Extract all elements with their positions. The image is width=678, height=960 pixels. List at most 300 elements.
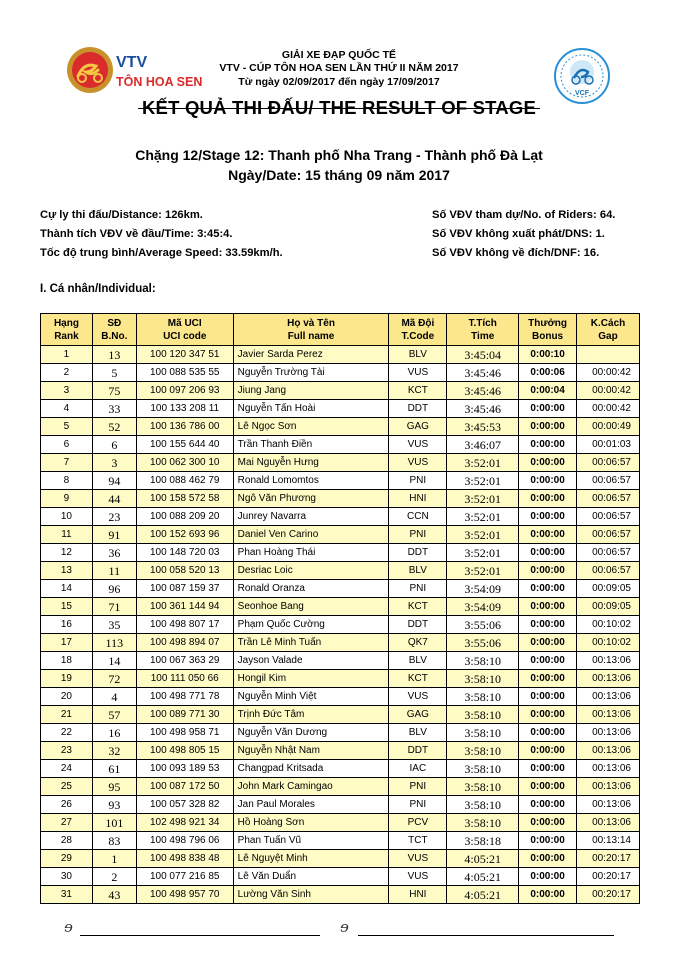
table-row [41,364,640,382]
rank-cell: 16 [41,616,93,634]
table-header-row [41,314,640,346]
signature-mark-right: ɘ [340,918,349,936]
uci-cell: 100 155 644 40 [136,436,233,454]
table-row [41,508,640,526]
rank-cell: 27 [41,814,93,832]
bonus-cell: 0:00:00 [519,580,577,598]
riders-info: Số VĐV tham dự/No. of Riders: 64. [432,209,616,221]
bonus-cell: 0:00:00 [519,742,577,760]
gap-cell [577,346,640,364]
name-cell: Ronald Lomomtos [233,472,389,490]
name-cell: Lê Văn Duẩn [233,868,389,886]
bib-cell: 2 [92,868,136,886]
uci-cell: 100 498 796 06 [136,832,233,850]
table-row [41,652,640,670]
bonus-cell: 0:00:00 [519,850,577,868]
bib-cell: 36 [92,544,136,562]
bib-cell: 101 [92,814,136,832]
team-cell: PNI [389,796,447,814]
column-header-rank [41,314,93,346]
name-cell: Phan Tuấn Vũ [233,832,389,850]
column-header-vi: T.Tích [468,317,497,329]
rank-cell: 5 [41,418,93,436]
gap-cell: 00:06:57 [577,562,640,580]
stage-date: Ngày/Date: 15 tháng 09 năm 2017 [228,167,450,183]
gap-cell: 00:13:06 [577,760,640,778]
vcf-logo-text: VCF [575,90,589,97]
uci-cell: 100 148 720 03 [136,544,233,562]
name-cell: Hongil Kim [233,670,389,688]
competition-dates: Từ ngày 02/09/2017 đến ngày 17/09/2017 [238,76,440,88]
name-cell: Trần Thanh Điền [233,436,389,454]
column-header-vi: Họ và Tên [287,317,335,329]
uci-cell: 100 087 159 37 [136,580,233,598]
table-row [41,472,640,490]
name-cell: Ngô Văn Phương [233,490,389,508]
team-cell: CCN [389,508,447,526]
bonus-cell: 0:00:00 [519,724,577,742]
uci-cell: 100 498 957 70 [136,886,233,904]
bonus-cell: 0:00:00 [519,472,577,490]
team-cell: PNI [389,472,447,490]
time-cell: 4:05:21 [447,868,519,886]
uci-cell: 100 111 050 66 [136,670,233,688]
bonus-cell: 0:00:00 [519,652,577,670]
rank-cell: 25 [41,778,93,796]
name-cell: Changpad Kritsada [233,760,389,778]
team-cell: TCT [389,832,447,850]
column-header-vi: Mã Đội [401,317,435,329]
team-cell: BLV [389,724,447,742]
uci-cell: 100 088 209 20 [136,508,233,526]
time-cell: 3:55:06 [447,616,519,634]
time-cell: 3:58:10 [447,814,519,832]
gap-cell: 00:09:05 [577,580,640,598]
bib-cell: 32 [92,742,136,760]
time-cell: 3:55:06 [447,634,519,652]
time-cell: 3:46:07 [447,436,519,454]
uci-cell: 100 498 958 71 [136,724,233,742]
table-row [41,454,640,472]
rank-cell: 20 [41,688,93,706]
bib-cell: 4 [92,688,136,706]
rank-cell: 12 [41,544,93,562]
name-cell: John Mark Camingao [233,778,389,796]
table-row [41,526,640,544]
bib-cell: 94 [92,472,136,490]
gap-cell: 00:13:06 [577,652,640,670]
bib-cell: 13 [92,346,136,364]
uci-cell: 100 062 300 10 [136,454,233,472]
time-cell: 3:54:09 [447,580,519,598]
gap-cell: 00:09:05 [577,598,640,616]
team-cell: VUS [389,850,447,868]
table-row [41,580,640,598]
table-row [41,616,640,634]
time-cell: 3:45:46 [447,364,519,382]
name-cell: Trịnh Đức Tâm [233,706,389,724]
bonus-cell: 0:00:00 [519,760,577,778]
rank-cell: 30 [41,868,93,886]
dnf-info: Số VĐV không về đích/DNF: 16. [432,247,600,259]
bib-cell: 75 [92,382,136,400]
time-cell: 3:58:10 [447,688,519,706]
column-header-vi: Mã UCI [167,317,202,329]
table-row [41,778,640,796]
column-header-vi: K.Cách [590,317,626,329]
rank-cell: 15 [41,598,93,616]
team-cell: QK7 [389,634,447,652]
rank-cell: 17 [41,634,93,652]
bib-cell: 83 [92,832,136,850]
bonus-cell: 0:00:00 [519,562,577,580]
table-row [41,814,640,832]
column-header-en: B.No. [101,330,128,342]
uci-cell: 100 087 172 50 [136,778,233,796]
table-row [41,706,640,724]
bonus-cell: 0:00:00 [519,796,577,814]
page-title-text: KẾT QUẢ THI ĐẤU/ THE RESULT OF STAGE [142,97,536,118]
distance-info: Cự ly thi đấu/Distance: 126km. [40,209,203,221]
gap-cell: 00:06:57 [577,472,640,490]
team-cell: VUS [389,688,447,706]
team-cell: PNI [389,778,447,796]
gap-cell: 00:06:57 [577,544,640,562]
table-row [41,562,640,580]
rank-cell: 3 [41,382,93,400]
team-cell: PNI [389,526,447,544]
team-cell: GAG [389,418,447,436]
bonus-cell: 0:00:04 [519,382,577,400]
uci-cell: 100 158 572 58 [136,490,233,508]
time-cell: 3:45:46 [447,382,519,400]
bonus-cell: 0:00:00 [519,688,577,706]
bib-cell: 96 [92,580,136,598]
rank-cell: 24 [41,760,93,778]
column-header-vi: Thưởng [528,317,567,329]
rank-cell: 6 [41,436,93,454]
time-cell: 3:52:01 [447,490,519,508]
rank-cell: 9 [41,490,93,508]
time-cell: 3:58:10 [447,652,519,670]
bonus-cell: 0:00:00 [519,616,577,634]
rank-cell: 29 [41,850,93,868]
column-header-uci-code [136,314,233,346]
bib-cell: 5 [92,364,136,382]
name-cell: Phan Hoàng Thái [233,544,389,562]
table-row [41,742,640,760]
column-header-en: Gap [598,330,618,342]
time-cell: 3:52:01 [447,562,519,580]
column-header-bib [92,314,136,346]
gap-cell: 00:20:17 [577,850,640,868]
uci-cell: 100 152 693 96 [136,526,233,544]
team-cell: BLV [389,346,447,364]
column-header-bonus [519,314,577,346]
column-header-en: Bonus [532,330,564,342]
bib-cell: 23 [92,508,136,526]
column-header-vi: Hạng [53,317,79,329]
uci-cell: 100 089 771 30 [136,706,233,724]
table-row [41,634,640,652]
uci-cell: 100 057 328 82 [136,796,233,814]
time-cell: 3:52:01 [447,508,519,526]
bonus-cell: 0:00:10 [519,346,577,364]
gap-cell: 00:13:06 [577,670,640,688]
column-header-en: Rank [54,330,79,342]
gap-cell: 00:00:49 [577,418,640,436]
gap-cell: 00:06:57 [577,526,640,544]
table-row [41,724,640,742]
uci-cell: 100 093 189 53 [136,760,233,778]
signature-line-right [358,935,614,936]
gap-cell: 00:13:06 [577,742,640,760]
column-header-en: UCI code [163,330,207,342]
uci-cell: 100 088 535 55 [136,364,233,382]
team-cell: KCT [389,598,447,616]
time-cell: 3:52:01 [447,526,519,544]
team-cell: PNI [389,580,447,598]
bib-cell: 91 [92,526,136,544]
rank-cell: 18 [41,652,93,670]
name-cell: Hồ Hoàng Sơn [233,814,389,832]
uci-cell: 100 133 208 11 [136,400,233,418]
results-table [40,313,640,904]
team-cell: HNI [389,886,447,904]
table-row [41,598,640,616]
time-cell: 3:58:18 [447,832,519,850]
team-cell: GAG [389,706,447,724]
name-cell: Desriac Loic [233,562,389,580]
gap-cell: 00:13:06 [577,796,640,814]
bonus-cell: 0:00:00 [519,454,577,472]
time-cell: 4:05:21 [447,850,519,868]
gap-cell: 00:00:42 [577,364,640,382]
uci-cell: 100 498 771 78 [136,688,233,706]
gap-cell: 00:13:06 [577,706,640,724]
gap-cell: 00:13:06 [577,724,640,742]
bib-cell: 93 [92,796,136,814]
team-cell: VUS [389,868,447,886]
table-row [41,670,640,688]
gap-cell: 00:01:03 [577,436,640,454]
name-cell: Trần Lê Minh Tuấn [233,634,389,652]
bonus-cell: 0:00:00 [519,886,577,904]
bib-cell: 33 [92,400,136,418]
team-cell: KCT [389,382,447,400]
name-cell: Nguyễn Nhật Nam [233,742,389,760]
vtv-logo-text: VTV [116,54,148,71]
bib-cell: 72 [92,670,136,688]
section-title: I. Cá nhân/Individual: [40,283,156,295]
uci-cell: 100 498 894 07 [136,634,233,652]
dns-info: Số VĐV không xuất phát/DNS: 1. [432,228,605,240]
gap-cell: 00:13:06 [577,688,640,706]
results-body [41,346,640,904]
average-speed-info: Tốc độ trung bình/Average Speed: 33.59km/h. [40,247,283,259]
bonus-cell: 0:00:00 [519,436,577,454]
column-header-gap [577,314,640,346]
bib-cell: 113 [92,634,136,652]
uci-cell: 100 361 144 94 [136,598,233,616]
bib-cell: 95 [92,778,136,796]
column-header-en: Time [471,330,495,342]
team-cell: IAC [389,760,447,778]
column-header-en: T.Code [401,330,435,342]
name-cell: Lường Văn Sinh [233,886,389,904]
gap-cell: 00:20:17 [577,886,640,904]
signature-mark-left: ɘ [64,918,73,936]
time-cell: 3:45:46 [447,400,519,418]
name-cell: Daniel Ven Carino [233,526,389,544]
document-header [0,0,678,200]
name-cell: Nguyễn Tấn Hoài [233,400,389,418]
team-cell: VUS [389,364,447,382]
table-row [41,868,640,886]
rank-cell: 22 [41,724,93,742]
uci-cell: 100 058 520 13 [136,562,233,580]
name-cell: Javier Sarda Perez [233,346,389,364]
name-cell: Seonhoe Bang [233,598,389,616]
rank-cell: 14 [41,580,93,598]
gap-cell: 00:00:42 [577,400,640,418]
table-row [41,544,640,562]
uci-cell: 100 498 807 17 [136,616,233,634]
name-cell: Jiung Jang [233,382,389,400]
bib-cell: 71 [92,598,136,616]
table-row [41,436,640,454]
name-cell: Jayson Valade [233,652,389,670]
rank-cell: 11 [41,526,93,544]
rank-cell: 23 [41,742,93,760]
bib-cell: 16 [92,724,136,742]
gap-cell: 00:13:06 [577,814,640,832]
time-cell: 3:45:04 [447,346,519,364]
time-cell: 3:52:01 [447,472,519,490]
bonus-cell: 0:00:00 [519,814,577,832]
table-row [41,418,640,436]
column-header-full-name [233,314,389,346]
name-cell: Junrey Navarra [233,508,389,526]
team-cell: DDT [389,742,447,760]
time-cell: 3:58:10 [447,742,519,760]
team-cell: DDT [389,544,447,562]
rank-cell: 7 [41,454,93,472]
column-header-vi: SĐ [107,317,122,329]
gap-cell: 00:13:06 [577,778,640,796]
rank-cell: 2 [41,364,93,382]
cup-name: VTV - CÚP TÔN HOA SEN LẦN THỨ II NĂM 2017 [219,62,459,74]
name-cell: Lê Ngọc Sơn [233,418,389,436]
bib-cell: 6 [92,436,136,454]
gap-cell: 00:20:17 [577,868,640,886]
bonus-cell: 0:00:06 [519,364,577,382]
uci-cell: 100 097 206 93 [136,382,233,400]
competition-name: GIẢI XE ĐẠP QUỐC TẾ [281,49,397,61]
bonus-cell: 0:00:00 [519,634,577,652]
name-cell: Lê Nguyệt Minh [233,850,389,868]
rank-cell: 31 [41,886,93,904]
name-cell: Nguyễn Văn Dương [233,724,389,742]
uci-cell: 100 498 805 15 [136,742,233,760]
team-cell: PCV [389,814,447,832]
uci-cell: 100 136 786 00 [136,418,233,436]
bonus-cell: 0:00:00 [519,778,577,796]
rank-cell: 21 [41,706,93,724]
bonus-cell: 0:00:00 [519,868,577,886]
gap-cell: 00:10:02 [577,616,640,634]
table-row [41,688,640,706]
bonus-cell: 0:00:00 [519,400,577,418]
bib-cell: 43 [92,886,136,904]
gap-cell: 00:10:02 [577,634,640,652]
time-cell: 3:52:01 [447,454,519,472]
team-cell: VUS [389,436,447,454]
bonus-cell: 0:00:00 [519,508,577,526]
time-cell: 3:58:10 [447,706,519,724]
rank-cell: 26 [41,796,93,814]
time-cell: 3:58:10 [447,778,519,796]
rank-cell: 19 [41,670,93,688]
bib-cell: 14 [92,652,136,670]
bonus-cell: 0:00:00 [519,670,577,688]
name-cell: Mai Nguyễn Hưng [233,454,389,472]
column-header-time [447,314,519,346]
gap-cell: 00:00:42 [577,382,640,400]
bib-cell: 11 [92,562,136,580]
bonus-cell: 0:00:00 [519,832,577,850]
uci-cell: 100 498 838 48 [136,850,233,868]
page-title [0,97,678,119]
ton-hoa-sen-logo-text: TÔN HOA SEN [116,75,203,89]
uci-cell: 100 120 347 51 [136,346,233,364]
table-row [41,886,640,904]
column-header-team-code [389,314,447,346]
gap-cell: 00:13:14 [577,832,640,850]
bib-cell: 1 [92,850,136,868]
name-cell: Phạm Quốc Cường [233,616,389,634]
bib-cell: 57 [92,706,136,724]
time-cell: 3:58:10 [447,670,519,688]
time-cell: 3:58:10 [447,796,519,814]
table-row [41,400,640,418]
table-row [41,796,640,814]
team-cell: BLV [389,562,447,580]
bonus-cell: 0:00:00 [519,418,577,436]
time-cell: 3:58:10 [447,724,519,742]
uci-cell: 100 088 462 79 [136,472,233,490]
time-cell: 3:45:53 [447,418,519,436]
team-cell: DDT [389,400,447,418]
bonus-cell: 0:00:00 [519,544,577,562]
bonus-cell: 0:00:00 [519,598,577,616]
winning-time-info: Thành tích VĐV về đầu/Time: 3:45:4. [40,228,233,240]
table-row [41,382,640,400]
stage-name: Chặng 12/Stage 12: Thanh phố Nha Trang - Thành phố Đà Lạt [135,147,543,163]
uci-cell: 100 067 363 29 [136,652,233,670]
name-cell: Nguyễn Minh Việt [233,688,389,706]
bib-cell: 3 [92,454,136,472]
time-cell: 4:05:21 [447,886,519,904]
rank-cell: 10 [41,508,93,526]
bonus-cell: 0:00:00 [519,526,577,544]
bib-cell: 35 [92,616,136,634]
team-cell: KCT [389,670,447,688]
bib-cell: 44 [92,490,136,508]
team-cell: HNI [389,490,447,508]
bib-cell: 52 [92,418,136,436]
name-cell: Ronald Oranza [233,580,389,598]
